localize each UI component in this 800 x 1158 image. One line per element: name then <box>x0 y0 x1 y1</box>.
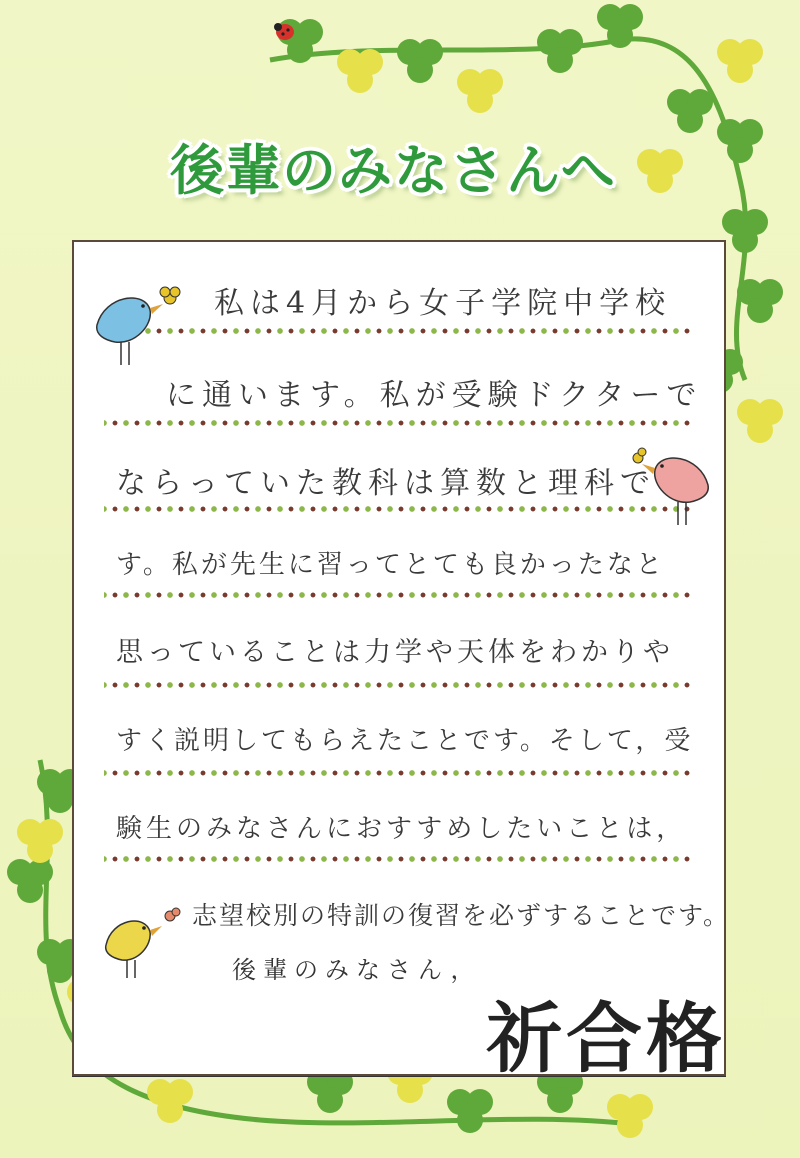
letter-line: すく説明してもらえたことです。そして，受 <box>116 726 694 756</box>
letter-line: 私は4月から女子学院中学校 <box>214 286 672 321</box>
bird-icon <box>633 448 708 525</box>
letter-line: に通います。私が受験ドクターで <box>166 378 703 413</box>
letter-line: 験生のみなさんにおすすめしたいことは， <box>116 814 687 844</box>
letter-line: 思っていることは力学や天体をわかりや <box>116 637 674 668</box>
letter-line: す。私が先生に習ってとても良かったなと <box>116 550 665 580</box>
signature: 祈合格 <box>486 994 726 1083</box>
letter-line: 志望校別の特訓の復習を必ずすることです。 <box>192 901 731 930</box>
bird-icon <box>97 287 180 365</box>
letter-line: ならっていた教科は算数と理科で <box>116 466 656 501</box>
bird-icon <box>106 908 180 978</box>
closing-text: 後輩のみなさん， <box>232 956 482 984</box>
page-title: 後輩のみなさんへ <box>170 139 617 202</box>
